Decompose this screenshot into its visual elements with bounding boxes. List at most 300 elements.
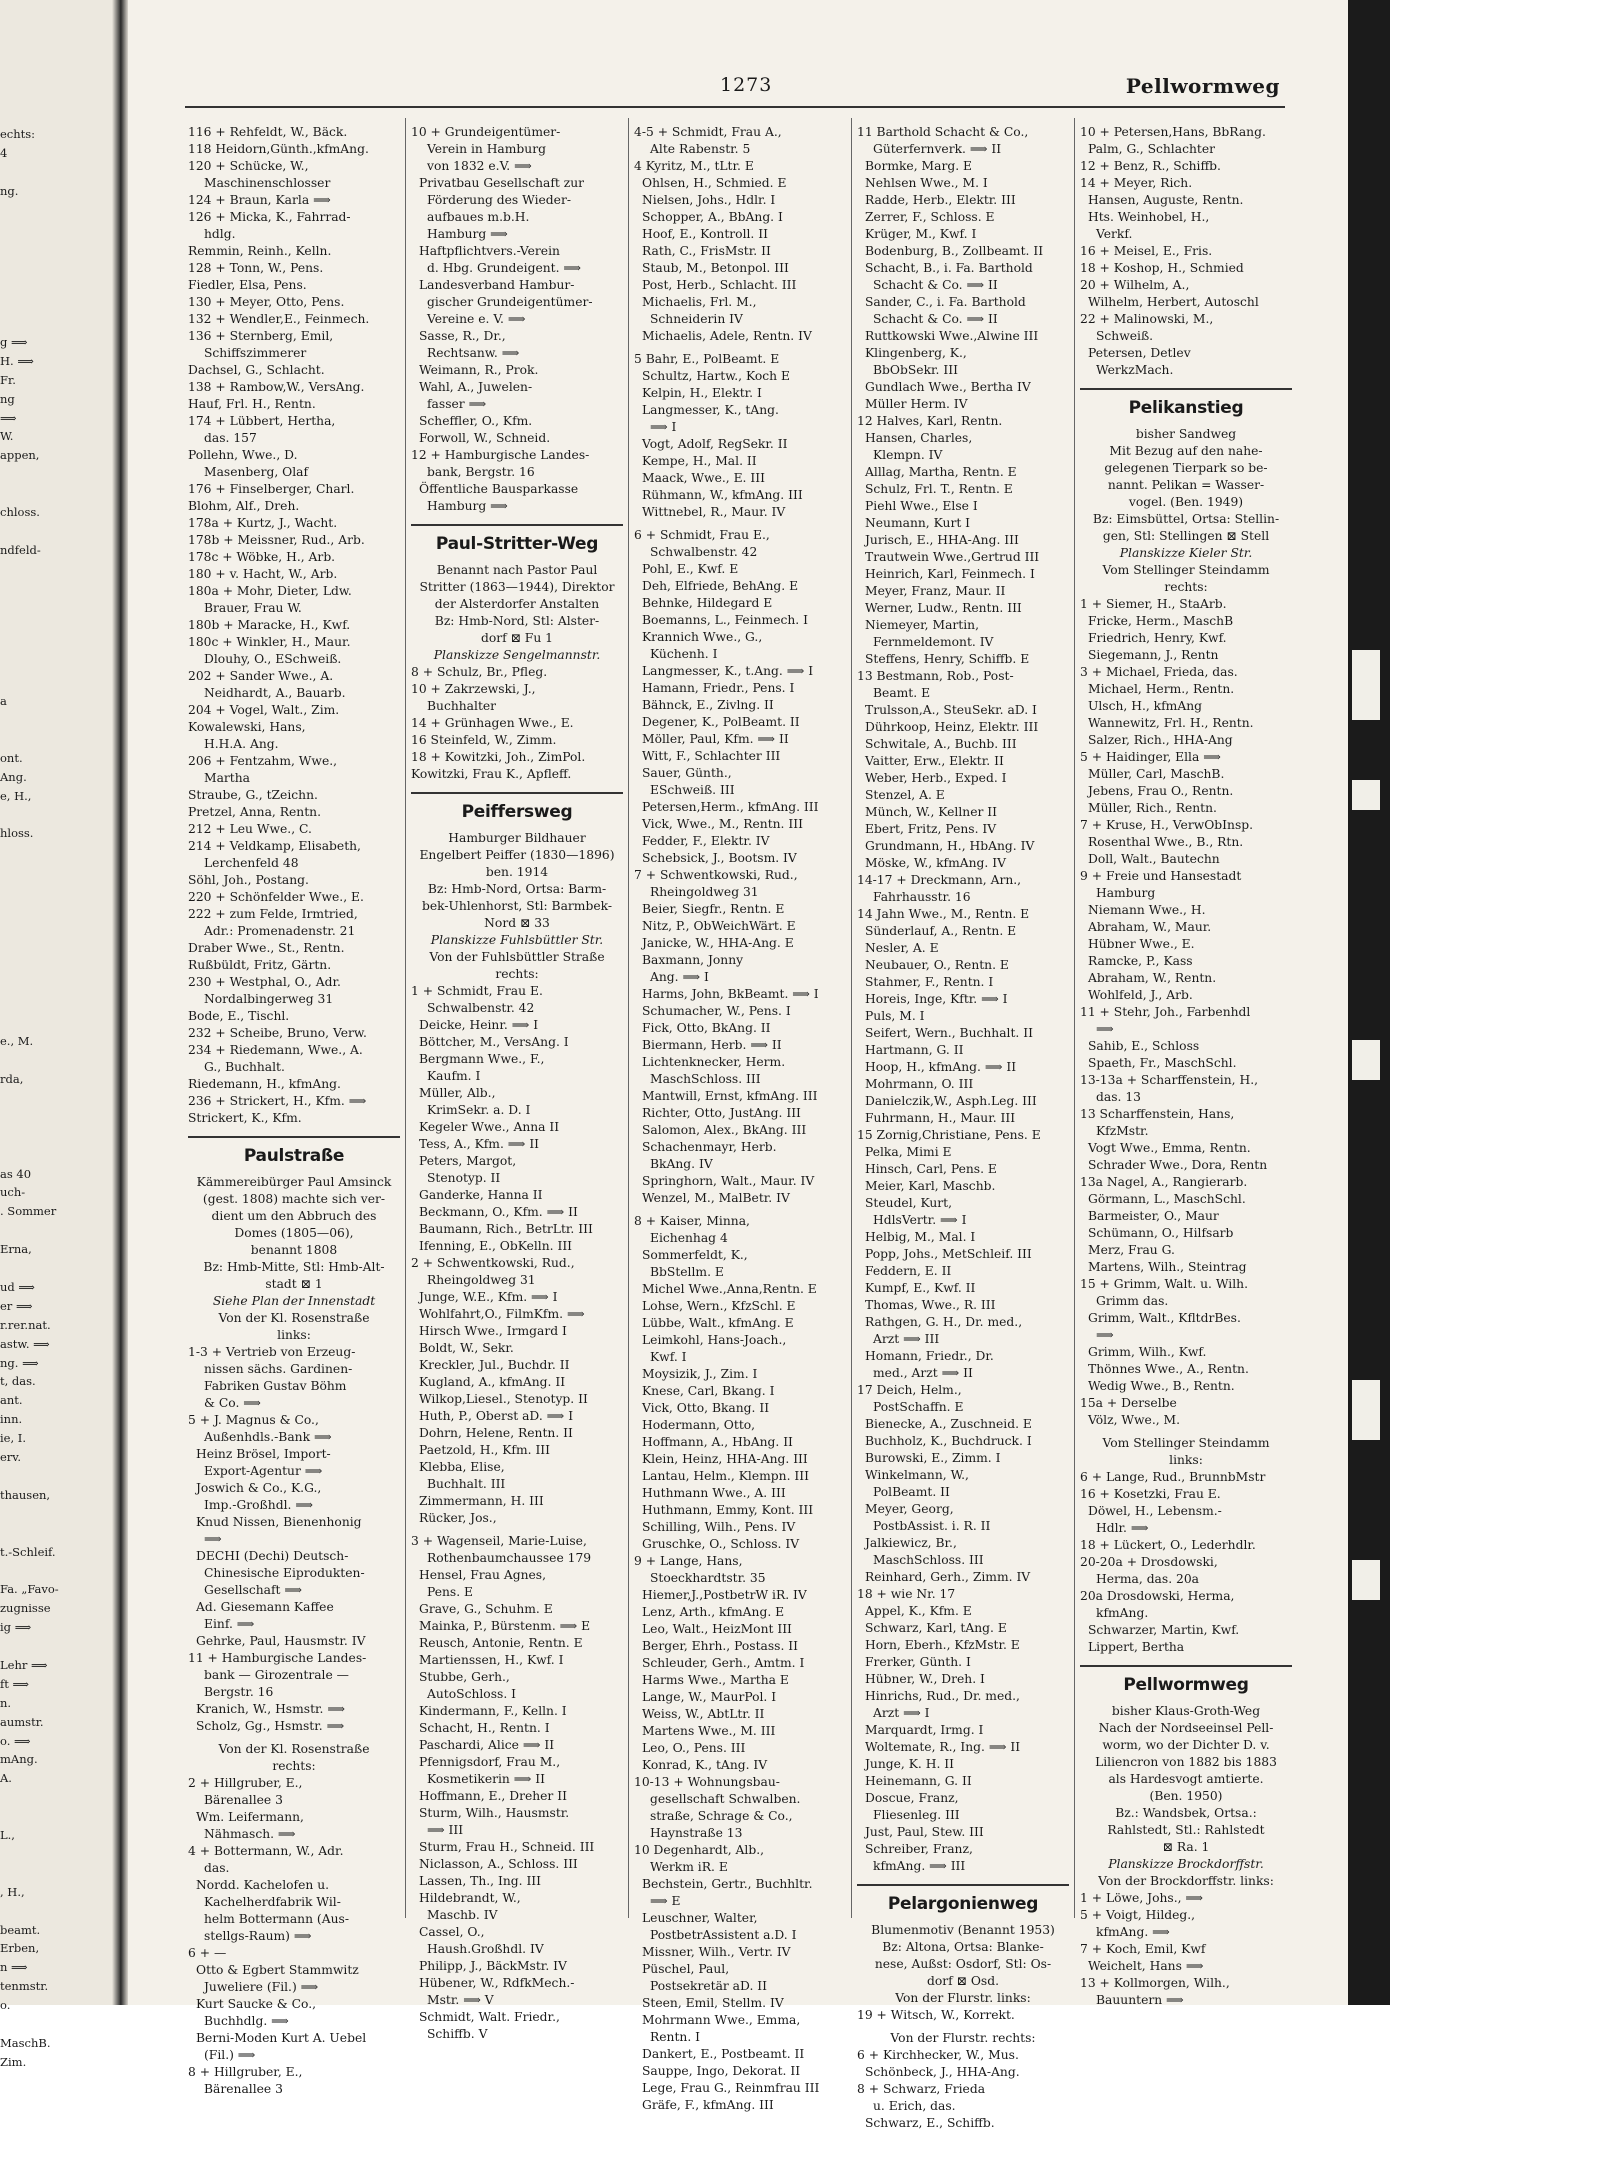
- directory-entry: Stenzel, A. E: [865, 788, 945, 802]
- directory-entry: Hdlr. ⟹: [1096, 1521, 1149, 1535]
- directory-entry: Bähnck, E., Zivlng. II: [642, 698, 774, 712]
- directory-entry: Stahmer, F., Rentn. I: [865, 975, 994, 989]
- facing-page-text: [0, 1806, 122, 1827]
- directory-entry: bank — Girozentrale —: [204, 1668, 349, 1682]
- directory-entry: Nesler, A. E: [865, 941, 939, 955]
- facing-page-text: aumstr.: [0, 1714, 44, 1729]
- facing-page-text: [0, 1844, 122, 1865]
- directory-entry: Rothenbaumchaussee 179: [427, 1551, 592, 1565]
- facing-page-text: ie, I.: [0, 1431, 26, 1446]
- directory-entry: Missner, Wilh., Vertr. IV: [642, 1945, 791, 1959]
- directory-entry: Güterfernverk. ⟹ II: [873, 142, 1002, 156]
- directory-entry: 3 + Michael, Frieda, das.: [1080, 665, 1238, 679]
- directory-entry: AutoSchloss. I: [427, 1687, 517, 1701]
- directory-entry: 174 + Lübbert, Hertha,: [188, 414, 336, 428]
- facing-page-text: [0, 1088, 122, 1109]
- directory-entry: Söhl, Joh., Postang.: [188, 873, 309, 887]
- street-note: stadt ⊠ 1: [265, 1277, 323, 1291]
- directory-entry: Ulsch, H., kfmAng: [1088, 699, 1203, 713]
- directory-entry: 7 + Kruse, H., VerwObInsp.: [1080, 818, 1254, 832]
- directory-entry: Kreckler, Jul., Buchdr. II: [419, 1358, 570, 1372]
- directory-entry: Berger, Ehrh., Postass. II: [642, 1639, 799, 1653]
- street-note: Benannt nach Pastor Paul: [436, 563, 598, 577]
- directory-entry: 3 + Wagenseil, Marie-Luise,: [411, 1534, 587, 1548]
- street-note: Engelbert Peiffer (1830—1896): [419, 848, 615, 862]
- directory-entry: Export-Agentur ⟹: [204, 1464, 323, 1478]
- directory-entry: 20a Drosdowski, Herma,: [1080, 1589, 1235, 1603]
- directory-entry: 10 + Petersen,Hans, BbRang.: [1080, 125, 1266, 139]
- directory-entry: KrimSekr. a. D. I: [427, 1103, 531, 1117]
- directory-entry: 20-20a + Drosdowski,: [1080, 1555, 1218, 1569]
- directory-entry: Lippert, Bertha: [1088, 1640, 1185, 1654]
- directory-entry: Sauer, Günth.,: [642, 766, 732, 780]
- directory-entry: Hoof, E., Kontroll. II: [642, 227, 768, 241]
- directory-entry: 220 + Schönfelder Wwe., E.: [188, 890, 364, 904]
- facing-page-text: [0, 162, 122, 183]
- directory-entry: 206 + Fentzahm, Wwe.,: [188, 754, 338, 768]
- facing-page-text: Erben,: [0, 1941, 40, 1956]
- directory-entry: 2 + Schwentkowski, Rud.,: [411, 1256, 575, 1270]
- directory-entry: Langmesser, K., tAng.: [642, 403, 779, 417]
- running-head: Pellwormweg: [1125, 74, 1280, 98]
- street-note: vogel. (Ben. 1949): [1128, 495, 1244, 509]
- directory-entry: Hansen, Auguste, Rentn.: [1088, 193, 1244, 207]
- directory-entry: Müller, Carl, MaschB.: [1088, 767, 1225, 781]
- street-note: Domes (1805—06),: [234, 1226, 354, 1240]
- directory-entry: 14-17 + Dreckmann, Arn.,: [857, 873, 1022, 887]
- street-note: dient um den Abbruch des: [211, 1209, 377, 1223]
- directory-entry: Hamburg ⟹: [427, 227, 508, 241]
- street-note: Rahlstedt, Stl.: Rahlstedt: [1107, 1823, 1265, 1837]
- directory-entry: Bechstein, Gertr., Buchhltr.: [642, 1877, 813, 1891]
- directory-entry: G., Buchhalt.: [204, 1060, 285, 1074]
- directory-entry: Michel Wwe.,Anna,Rentn. E: [642, 1282, 817, 1296]
- directory-entry: Popp, Johs., MetSchleif. III: [865, 1247, 1032, 1261]
- directory-entry: Schulz, Frl. T., Rentn. E: [865, 482, 1013, 496]
- directory-entry: Dachsel, G., Schlacht.: [188, 363, 325, 377]
- directory-entry: Fuhrmann, H., Maur. III: [865, 1111, 1016, 1125]
- directory-entry: Degener, K., PolBeamt. II: [642, 715, 800, 729]
- street-note: dorf ⊠ Fu 1: [480, 631, 553, 645]
- directory-entry: Lege, Frau G., Reinmfrau III: [642, 2081, 820, 2095]
- directory-entry: Ruttkowski Wwe.,Alwine III: [865, 329, 1039, 343]
- book-gutter: [112, 0, 128, 2005]
- directory-entry: Scholz, Gg., Hsmstr. ⟹: [196, 1719, 345, 1733]
- directory-entry: ESchweiß. III: [650, 783, 735, 797]
- directory-entry: Schmidt, Walt. Friedr.,: [419, 2010, 560, 2024]
- facing-page-text: ont.: [0, 750, 23, 765]
- directory-entry: Martens Wwe., M. III: [642, 1724, 776, 1738]
- directory-entry: Baumann, Rich., BetrLtr. III: [419, 1222, 593, 1236]
- directory-entry: Vogt, Adolf, RegSekr. II: [642, 437, 788, 451]
- directory-entry: Fick, Otto, BkAng. II: [642, 1021, 771, 1035]
- directory-entry: Brauer, Frau W.: [204, 601, 302, 615]
- directory-entry: Pfennigsdorf, Frau M.,: [419, 1755, 561, 1769]
- directory-entry: Münch, W., Kellner II: [865, 805, 997, 819]
- facing-page-text: [0, 1050, 122, 1071]
- directory-entry: Sasse, R., Dr.,: [419, 329, 506, 343]
- directory-entry: Salomon, Alex., BkAng. III: [642, 1123, 807, 1137]
- directory-entry: Wedig Wwe., B., Rentn.: [1088, 1379, 1235, 1393]
- directory-entry: Döwel, H., Lebensm.-: [1088, 1504, 1222, 1518]
- directory-entry: Niemann Wwe., H.: [1088, 903, 1206, 917]
- directory-entry: 5 + Voigt, Hildeg.,: [1080, 1908, 1196, 1922]
- directory-entry: Arzt ⟹ III: [873, 1332, 940, 1346]
- directory-entry: Buchhdlg. ⟹: [204, 2014, 289, 2028]
- directory-entry: 212 + Leu Wwe., C.: [188, 822, 312, 836]
- directory-entry: 11 + Hamburgische Landes-: [188, 1651, 367, 1665]
- directory-entry: Hinsch, Carl, Pens. E: [865, 1162, 997, 1176]
- facing-page-text: echts:: [0, 127, 36, 141]
- directory-entry: 19 + Witsch, W., Korrekt.: [857, 2008, 1015, 2022]
- directory-entry: Privatbau Gesellschaft zur: [419, 176, 585, 190]
- directory-entry: Eichenhag 4: [650, 1231, 728, 1245]
- column-divider: [851, 118, 852, 1918]
- directory-entry: Schiffszimmerer: [204, 346, 307, 360]
- directory-entry: Bergstr. 16: [204, 1685, 274, 1699]
- directory-entry: gesellschaft Schwalben.: [650, 1792, 801, 1806]
- directory-entry: Vick, Wwe., M., Rentn. III: [642, 817, 803, 831]
- facing-page-text: Zim.: [0, 2054, 27, 2069]
- directory-entry: Beamt. E: [873, 686, 931, 700]
- directory-entry: Vereine e. V. ⟹: [427, 312, 526, 326]
- facing-page-text: Fr.: [0, 372, 16, 387]
- directory-entry: 136 + Sternberg, Emil,: [188, 329, 334, 343]
- directory-entry: 180a + Mohr, Dieter, Ldw.: [188, 584, 352, 598]
- facing-page-text: ⟹: [0, 410, 17, 425]
- directory-entry: Hübner, W., Dreh. I: [865, 1672, 985, 1686]
- directory-entry: Wohlfahrt,O., FilmKfm. ⟹: [419, 1307, 585, 1321]
- directory-entry: 13 Bestmann, Rob., Post-: [857, 669, 1014, 683]
- facing-page-text: [0, 880, 122, 901]
- facing-page-text: n.: [0, 1695, 12, 1710]
- facing-page-text: [0, 729, 122, 750]
- directory-entry: Püschel, Paul,: [642, 1962, 730, 1976]
- directory-entry: Marquardt, Irmg. I: [865, 1723, 984, 1737]
- directory-entry: 178c + Wöbke, H., Arb.: [188, 550, 336, 564]
- directory-entry: BkAng. IV: [650, 1157, 713, 1171]
- directory-entry: Haftpflichtvers.-Verein: [419, 244, 560, 258]
- facing-page-text: erv.: [0, 1450, 22, 1464]
- directory-entry: Imp.-Großhdl. ⟹: [204, 1498, 313, 1512]
- directory-entry: aufbaues m.b.H.: [427, 210, 530, 224]
- directory-entry: Leo, O., Pens. III: [642, 1741, 746, 1755]
- directory-entry: Lenz, Arth., kfmAng. E: [642, 1605, 785, 1619]
- directory-entry: MaschSchloss. III: [873, 1553, 984, 1567]
- street-note: Von der Brockdorffstr. links:: [1098, 1874, 1274, 1888]
- directory-entry: 232 + Scheibe, Bruno, Verw.: [188, 1026, 367, 1040]
- directory-entry: Stubbe, Gerh.,: [419, 1670, 510, 1684]
- directory-entry: Wenzel, M., MalBetr. IV: [642, 1191, 790, 1205]
- directory-entry: Weimann, R., Prok.: [419, 363, 539, 377]
- directory-entry: Sahib, E., Schloss: [1088, 1039, 1200, 1053]
- directory-entry: Schwalbenstr. 42: [427, 1001, 535, 1015]
- directory-entry: Hansen, Charles,: [865, 431, 973, 445]
- directory-entry: Piehl Wwe., Else I: [865, 499, 978, 513]
- directory-entry: 1 + Siemer, H., StaArb.: [1080, 597, 1227, 611]
- street-note: Von der Kl. Rosenstraße: [218, 1311, 370, 1325]
- directory-entry: Deicke, Heinr. ⟹ I: [419, 1018, 539, 1032]
- facing-page-text: L.,: [0, 1828, 15, 1842]
- directory-entry: Sander, C., i. Fa. Barthold: [865, 295, 1026, 309]
- directory-entry: Fahrhausstr. 16: [873, 890, 971, 904]
- facing-page-text: [0, 653, 122, 674]
- directory-entry: helm Bottermann (Aus-: [204, 1912, 349, 1926]
- directory-entry: 16 + Kosetzki, Frau E.: [1080, 1487, 1221, 1501]
- directory-entry: Einf. ⟹: [204, 1617, 255, 1631]
- directory-entry: 1-3 + Vertrieb von Erzeug-: [188, 1345, 356, 1359]
- directory-entry: Schwitale, A., Buchb. III: [865, 737, 1017, 751]
- directory-entry: Landesverband Hambur-: [419, 278, 575, 292]
- directory-entry: Fedder, F., Elektr. IV: [642, 834, 770, 848]
- directory-entry: Post, Herb., Schlacht. III: [642, 278, 797, 292]
- directory-entry: Ifenning, E., ObKelln. III: [419, 1239, 573, 1253]
- directory-entry: Meyer, Franz, Maur. II: [865, 584, 1006, 598]
- directory-entry: Lantau, Helm., Klempn. III: [642, 1469, 809, 1483]
- facing-page-text: ng: [0, 391, 15, 406]
- directory-entry: ⟹ III: [427, 1823, 464, 1837]
- directory-entry: Kumpf, E., Kwf. II: [865, 1281, 976, 1295]
- directory-entry: Hübener, W., RdfkMech.-: [419, 1976, 575, 1990]
- directory-entry: 15 + Grimm, Walt. u. Wilh.: [1080, 1277, 1248, 1291]
- facing-page-text: ft ⟹: [0, 1676, 30, 1691]
- scan-edge-shadow: [1348, 0, 1390, 2005]
- directory-entry: Appel, K., Kfm. E: [865, 1604, 972, 1618]
- directory-entry: Peters, Margot,: [419, 1154, 517, 1168]
- street-note: Planskizze Sengelmannstr.: [433, 648, 601, 662]
- facing-page-text: g ⟹: [0, 334, 28, 349]
- directory-entry: Huthmann, Emmy, Kont. III: [642, 1503, 814, 1517]
- directory-entry: Konrad, K., tAng. IV: [642, 1758, 768, 1772]
- directory-entry: Jurisch, E., HHA-Ang. III: [865, 533, 1019, 547]
- directory-entry: Maschinenschlosser: [204, 176, 331, 190]
- directory-entry: Grimm, Wilh., Kwf.: [1088, 1345, 1207, 1359]
- directory-entry: Rheingoldweg 31: [650, 885, 759, 899]
- facing-page-text: t, das.: [0, 1374, 36, 1389]
- directory-entry: 10 + Zakrzewski, J.,: [411, 682, 536, 696]
- directory-entry: Kegeler Wwe., Anna II: [419, 1120, 560, 1134]
- directory-entry: Michael, Herm., Rentn.: [1088, 682, 1235, 696]
- directory-entry: Rücker, Jos.,: [419, 1511, 497, 1525]
- street-note: Von der Flurstr. rechts:: [890, 2031, 1036, 2045]
- directory-column-2: [411, 124, 623, 2041]
- street-note: Mit Bezug auf den nahe-: [1109, 444, 1263, 458]
- facing-page-text: [0, 842, 122, 863]
- directory-entry: Reinhard, Gerh., Zimm. IV: [865, 1570, 1031, 1584]
- directory-entry: HdlsVertr. ⟹ I: [873, 1213, 967, 1227]
- directory-entry: 8 + Hillgruber, E.,: [188, 2065, 303, 2079]
- directory-entry: Burowski, E., Zimm. I: [865, 1451, 1001, 1465]
- directory-entry: Lübbe, Walt., kfmAng. E: [642, 1316, 794, 1330]
- street-note: als Hardesvogt amtierte.: [1108, 1772, 1264, 1786]
- street-note: rechts:: [1164, 580, 1208, 594]
- directory-entry: Wohlfeld, J., Arb.: [1088, 988, 1193, 1002]
- directory-entry: fasser ⟹: [427, 397, 487, 411]
- street-note: gelegenen Tierpark so be-: [1104, 461, 1268, 475]
- directory-entry: Pohl, E., Kwf. E: [642, 562, 739, 576]
- directory-entry: Fricke, Herm., MaschB: [1088, 614, 1234, 628]
- directory-entry: Sünderlauf, A., Rentn. E: [865, 924, 1017, 938]
- street-note: gen, Stl: Stellingen ⊠ Stell: [1102, 529, 1270, 543]
- directory-entry: Mohrmann Wwe., Emma,: [642, 2013, 801, 2027]
- facing-page-text: , H.,: [0, 1884, 25, 1899]
- directory-entry: Richter, Otto, JustAng. III: [642, 1106, 801, 1120]
- street-heading: Paul-Stritter-Weg: [411, 524, 623, 556]
- directory-entry: Gehrke, Paul, Hausmstr. IV: [196, 1634, 366, 1648]
- street-note: (Ben. 1950): [1149, 1789, 1223, 1803]
- directory-entry: Doscue, Franz,: [865, 1791, 959, 1805]
- facing-page-text: [0, 1126, 122, 1147]
- directory-entry: Steudel, Kurt,: [865, 1196, 953, 1210]
- facing-page-text: [0, 559, 122, 580]
- facing-page-text: A.: [0, 1771, 12, 1786]
- directory-entry: Neidhardt, A., Bauarb.: [204, 686, 346, 700]
- directory-entry: Sauppe, Ingo, Dekorat. II: [642, 2064, 801, 2078]
- directory-column-5: [1080, 124, 1292, 2007]
- directory-entry: 12 + Benz, R., Schiffb.: [1080, 159, 1221, 173]
- directory-entry: 12 Halves, Karl, Rentn.: [857, 414, 1003, 428]
- directory-entry: Bauuntern ⟹: [1096, 1993, 1184, 2007]
- directory-entry: kfmAng. ⟹: [1096, 1925, 1170, 1939]
- directory-entry: 14 + Grünhagen Wwe., E.: [411, 716, 574, 730]
- directory-entry: Hiemer,J.,PostbetrW iR. IV: [642, 1588, 807, 1602]
- directory-entry: Beckmann, O., Kfm. ⟹ II: [419, 1205, 578, 1219]
- directory-entry: Dankert, E., Postbeamt. II: [642, 2047, 805, 2061]
- facing-page-text: [0, 634, 122, 655]
- directory-entry: Vogt Wwe., Emma, Rentn.: [1088, 1141, 1251, 1155]
- directory-entry: Kelpin, H., Elektr. I: [642, 386, 762, 400]
- directory-entry: Junge, W.E., Kfm. ⟹ I: [419, 1290, 558, 1304]
- directory-entry: Kempe, H., Mal. II: [642, 454, 757, 468]
- directory-entry: 13 Scharffenstein, Hans,: [1080, 1107, 1235, 1121]
- facing-page-text: [0, 993, 122, 1014]
- directory-entry: Biermann, Herb. ⟹ II: [642, 1038, 782, 1052]
- directory-entry: 132 + Wendler,E., Feinmech.: [188, 312, 370, 326]
- directory-entry: Schacht & Co. ⟹ II: [873, 278, 998, 292]
- directory-entry: 116 + Rehfeldt, W., Bäck.: [188, 125, 348, 139]
- facing-page-text: [0, 313, 122, 334]
- directory-entry: Leuschner, Walter,: [642, 1911, 758, 1925]
- street-note: links:: [277, 1328, 311, 1342]
- directory-entry: Reusch, Antonie, Rentn. E: [419, 1636, 583, 1650]
- directory-entry: Dührkoop, Heinz, Elektr. III: [865, 720, 1039, 734]
- directory-entry: Neubauer, O., Rentn. E: [865, 958, 1009, 972]
- directory-entry: Masenberg, Olaf: [204, 465, 309, 479]
- directory-entry: Rosenthal Wwe., B., Rtn.: [1088, 835, 1244, 849]
- directory-entry: Ang. ⟹ I: [650, 970, 709, 984]
- directory-entry: Müller Herm. IV: [865, 397, 968, 411]
- street-note: rechts:: [272, 1759, 316, 1773]
- directory-entry: Müller, Rich., Rentn.: [1088, 801, 1217, 815]
- directory-entry: 10-13 + Wohnungsbau-: [634, 1775, 780, 1789]
- directory-entry: Schachenmayr, Herb.: [642, 1140, 777, 1154]
- directory-entry: 4 Kyritz, M., tLtr. E: [634, 159, 754, 173]
- facing-page-text: [0, 237, 122, 258]
- directory-entry: Rentn. I: [650, 2030, 700, 2044]
- street-heading: Pellwormweg: [1080, 1665, 1292, 1697]
- directory-entry: Krüger, M., Kwf. I: [865, 227, 977, 241]
- directory-entry: Wilhelm, Herbert, Autoschl: [1088, 295, 1259, 309]
- directory-entry: Behnke, Hildegard E: [642, 596, 773, 610]
- facing-page-text: [0, 1107, 122, 1128]
- facing-page-text: [0, 710, 122, 731]
- directory-entry: Janicke, W., HHA-Ang. E: [642, 936, 794, 950]
- directory-entry: Dohrn, Helene, Rentn. II: [419, 1426, 573, 1440]
- directory-entry: Fiedler, Elsa, Pens.: [188, 278, 307, 292]
- directory-entry: Schleuder, Gerh., Amtm. I: [642, 1656, 805, 1670]
- directory-entry: 8 + Kaiser, Minna,: [634, 1214, 750, 1228]
- directory-entry: KfzMstr.: [1096, 1124, 1149, 1138]
- directory-entry: Pretzel, Anna, Rentn.: [188, 805, 321, 819]
- directory-entry: Vick, Otto, Bkang. II: [642, 1401, 770, 1415]
- directory-entry: Neumann, Kurt I: [865, 516, 971, 530]
- directory-entry: Langmesser, K., t.Ang. ⟹ I: [642, 664, 814, 678]
- directory-entry: Arzt ⟹ I: [873, 1706, 930, 1720]
- directory-entry: Abraham, W., Rentn.: [1088, 971, 1217, 985]
- directory-entry: Niclasson, A., Schloss. III: [419, 1857, 578, 1871]
- directory-entry: Schilling, Wilh., Pens. IV: [642, 1520, 796, 1534]
- directory-entry: 13 + Kollmorgen, Wilh.,: [1080, 1976, 1230, 1990]
- street-note: worm, wo der Dichter D. v.: [1102, 1738, 1270, 1752]
- directory-entry: 126 + Micka, K., Fahrrad-: [188, 210, 351, 224]
- street-note: rechts:: [495, 967, 539, 981]
- directory-entry: Rußbüldt, Fritz, Gärtn.: [188, 958, 332, 972]
- directory-entry: Weichelt, Hans ⟹: [1088, 1959, 1204, 1973]
- facing-page-text: [0, 975, 122, 996]
- directory-entry: 22 + Malinowski, M.,: [1080, 312, 1214, 326]
- directory-entry: Grundmann, H., HbAng. IV: [865, 839, 1035, 853]
- directory-entry: Weber, Herb., Exped. I: [865, 771, 1007, 785]
- directory-entry: DECHI (Dechi) Deutsch-: [196, 1549, 349, 1563]
- directory-entry: Ganderke, Hanna II: [419, 1188, 543, 1202]
- directory-entry: 14 + Meyer, Rich.: [1080, 176, 1193, 190]
- directory-entry: Rath, C., FrisMstr. II: [642, 244, 771, 258]
- facing-page-text: ng. ⟹: [0, 1355, 39, 1370]
- directory-entry: Rechtsanw. ⟹: [427, 346, 520, 360]
- directory-entry: Schacht, B., i. Fa. Barthold: [865, 261, 1033, 275]
- directory-entry: Hirsch Wwe., Irmgard I: [419, 1324, 567, 1338]
- directory-entry: Görmann, L., MaschSchl.: [1088, 1192, 1246, 1206]
- directory-entry: Schönbeck, J., HHA-Ang.: [865, 2065, 1020, 2079]
- directory-entry: Böttcher, M., VersAng. I: [419, 1035, 569, 1049]
- facing-page-text: zugnisse: [0, 1601, 51, 1616]
- directory-entry: Trulsson,A., SteuSekr. aD. I: [865, 703, 1037, 717]
- facing-page-text: 4: [0, 145, 8, 160]
- facing-page-text: chloss.: [0, 505, 40, 519]
- street-note: Nord ⊠ 33: [484, 916, 550, 930]
- directory-entry: Wilkop,Liesel., Stenotyp. II: [419, 1392, 588, 1406]
- directory-entry: ⟹ I: [650, 420, 677, 434]
- directory-entry: 12 + Hamburgische Landes-: [411, 448, 590, 462]
- directory-entry: Horn, Eberh., KfzMstr. E: [865, 1638, 1020, 1652]
- facing-page-text: [0, 200, 122, 221]
- facing-page-text: o. ⟹: [0, 1733, 31, 1748]
- directory-entry: Gräfe, F., kfmAng. III: [642, 2098, 774, 2112]
- directory-entry: Spaeth, Fr., MaschSchl.: [1088, 1056, 1237, 1070]
- directory-entry: Wannewitz, Frl. H., Rentn.: [1088, 716, 1254, 730]
- directory-entry: Ramcke, P., Kass: [1088, 954, 1193, 968]
- directory-entry: Bergmann Wwe., F.,: [419, 1052, 545, 1066]
- facing-page-text: [0, 804, 122, 825]
- directory-entry: 18 + Koshop, H., Schmied: [1080, 261, 1244, 275]
- directory-entry: Boemanns, L., Feinmech. I: [642, 613, 808, 627]
- directory-entry: (Fil.) ⟹: [204, 2048, 256, 2062]
- directory-entry: 17 Deich, Helm.,: [857, 1383, 962, 1397]
- directory-entry: Wahl, A., Juwelen-: [419, 380, 533, 394]
- directory-entry: Kurt Saucke & Co.,: [196, 1997, 317, 2011]
- directory-entry: Just, Paul, Stew. III: [865, 1825, 984, 1839]
- street-note: Vom Stellinger Steindamm: [1102, 563, 1270, 577]
